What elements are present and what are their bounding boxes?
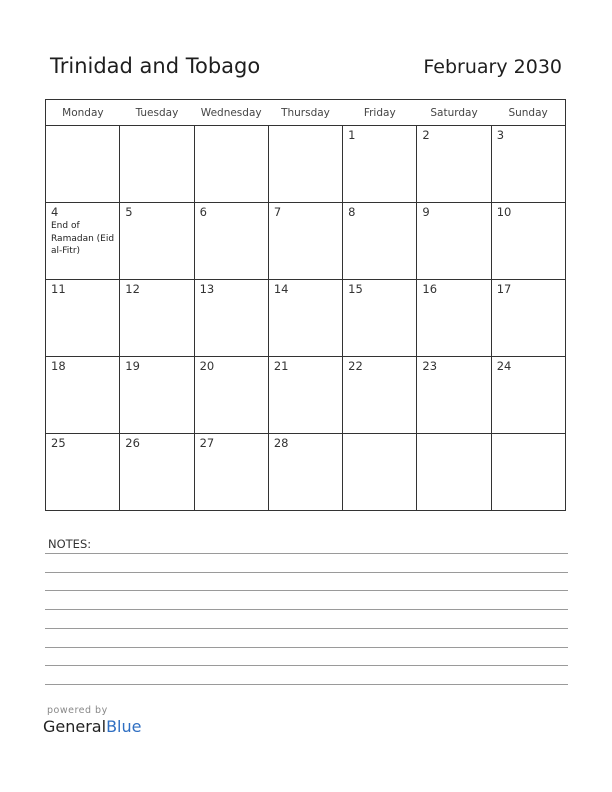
day-number: 25 <box>51 436 66 450</box>
day-cell <box>120 280 194 357</box>
note-line <box>45 665 568 666</box>
logo-blue-text: Blue <box>106 717 142 736</box>
day-cell <box>343 357 417 434</box>
day-cell <box>417 434 491 511</box>
weekday-sunday: Sunday <box>491 100 565 126</box>
day-number: 14 <box>273 282 289 296</box>
day-cell <box>46 434 120 511</box>
generalblue-logo[interactable] <box>43 717 141 736</box>
day-cell <box>120 357 194 434</box>
day-cell <box>120 126 194 203</box>
day-cell <box>491 280 565 357</box>
day-number: 10 <box>496 205 512 219</box>
day-number: 13 <box>199 282 215 296</box>
day-number: 17 <box>496 282 512 296</box>
day-cell <box>194 434 268 511</box>
note-line <box>45 553 568 554</box>
day-number: 23 <box>422 359 438 373</box>
day-number: 27 <box>199 436 215 450</box>
day-number: 16 <box>422 282 438 296</box>
day-cell <box>417 203 491 280</box>
country-title: Trinidad and Tobago <box>50 54 261 78</box>
day-number: 4 <box>51 205 59 219</box>
day-cell <box>120 434 194 511</box>
week-row <box>46 434 566 511</box>
note-line <box>45 628 568 629</box>
day-number: 12 <box>125 282 140 296</box>
day-number: 26 <box>125 436 140 450</box>
day-cell <box>194 357 268 434</box>
day-cell <box>491 434 565 511</box>
day-cell <box>268 357 342 434</box>
note-line <box>45 590 568 591</box>
day-number: 8 <box>348 205 356 219</box>
day-cell <box>417 126 491 203</box>
day-cell <box>417 280 491 357</box>
weekday-friday: Friday <box>343 100 417 126</box>
weekday-wednesday: Wednesday <box>194 100 268 126</box>
holiday-label: End of Ramadan (Eid al-Fitr) <box>51 221 115 256</box>
day-number: 28 <box>273 436 289 450</box>
day-cell <box>46 203 120 280</box>
note-line <box>45 684 568 685</box>
day-number: 21 <box>273 359 289 373</box>
day-cell <box>194 126 268 203</box>
weekday-saturday: Saturday <box>417 100 491 126</box>
day-cell <box>268 126 342 203</box>
day-cell <box>46 126 120 203</box>
weekday-header-row <box>46 100 566 126</box>
day-number: 22 <box>348 359 363 373</box>
day-number: 7 <box>273 205 282 219</box>
day-number: 24 <box>496 359 512 373</box>
month-title: February 2030 <box>423 56 562 78</box>
powered-by-text: powered by <box>47 705 108 716</box>
logo-general-text: General <box>43 717 107 736</box>
notes-label: NOTES: <box>48 537 92 551</box>
day-cell <box>491 203 565 280</box>
week-row <box>46 126 566 203</box>
day-cell <box>194 280 268 357</box>
day-cell <box>120 203 194 280</box>
day-number: 2 <box>422 128 430 142</box>
day-cell <box>194 203 268 280</box>
day-cell <box>268 203 342 280</box>
day-number: 5 <box>125 205 133 219</box>
day-cell <box>343 203 417 280</box>
calendar-grid <box>45 99 566 511</box>
day-cell <box>417 357 491 434</box>
week-row <box>46 280 566 357</box>
day-cell <box>343 280 417 357</box>
weekday-thursday: Thursday <box>268 100 342 126</box>
note-line <box>45 609 568 610</box>
note-line <box>45 572 568 573</box>
day-number: 1 <box>348 128 356 142</box>
day-cell <box>343 434 417 511</box>
week-row <box>46 203 566 280</box>
day-number: 6 <box>199 205 207 219</box>
day-cell <box>268 434 342 511</box>
day-cell <box>268 280 342 357</box>
day-number: 19 <box>125 359 140 373</box>
day-number: 20 <box>199 359 215 373</box>
day-number: 15 <box>348 282 363 296</box>
day-number: 11 <box>51 282 66 296</box>
day-number: 18 <box>51 359 66 373</box>
day-cell <box>46 357 120 434</box>
day-cell <box>46 280 120 357</box>
day-number: 9 <box>422 205 430 219</box>
day-cell <box>491 126 565 203</box>
day-cell <box>491 357 565 434</box>
weekday-tuesday: Tuesday <box>120 100 194 126</box>
weekday-monday: Monday <box>46 100 120 126</box>
day-cell <box>343 126 417 203</box>
day-number: 3 <box>496 128 505 142</box>
week-row <box>46 357 566 434</box>
note-line <box>45 647 568 648</box>
